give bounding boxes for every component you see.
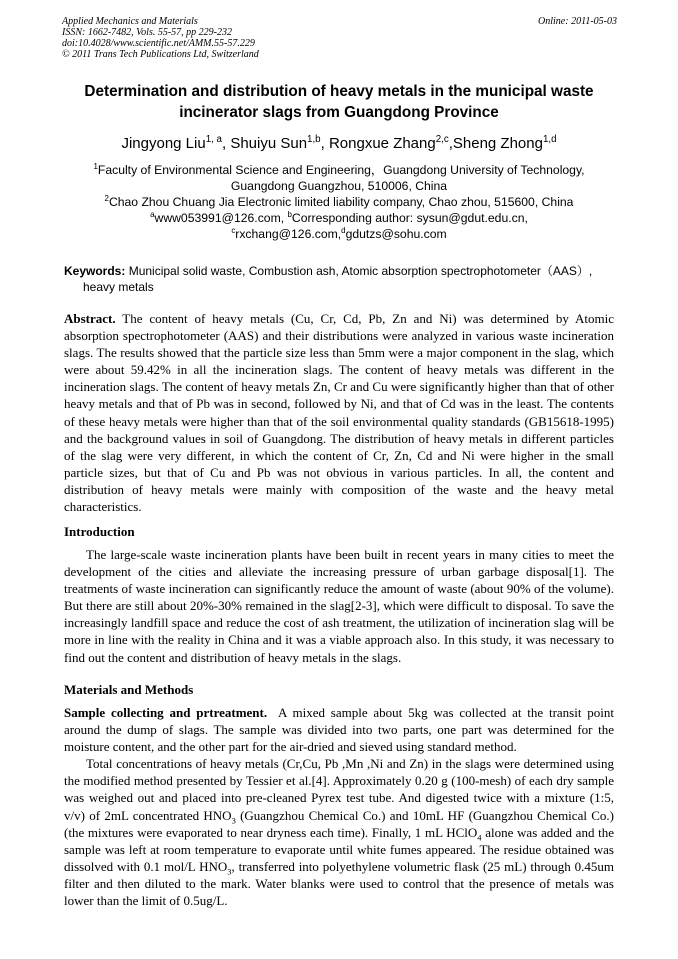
author-sep: , xyxy=(320,135,329,152)
keywords-label: Keywords: xyxy=(64,264,126,278)
emails-line-1 xyxy=(56,210,622,226)
subscript: 3 xyxy=(227,866,232,877)
abstract-text: The content of heavy metals (Cu, Cr, Cd, Pb, Zn and Ni) was determined by Atomic absorption spectrophotometer (AAS) and their distributions were analyzed in various waste incineration slags. The results showed that the particle size less than 5mm were a major component in the slag, which were about 59.42% in all the incineration slags. The content of heavy metals was different in the incineration slags. The content of heavy metals Zn, Cr and Cu were significantly higher than that of other heavy metals and that of Pb was in second, followed by Ni, and that of Cd was in the least. The contents of these heavy metals were higher than that of the soil environmental quality standards (GB15618-1995) and the background values in soil of Guangdong. The distribution of heavy metals in different particles of the slag were very different, in which the content of Cr, Zn, Cd and Ni were higher in the small particle sizes, but that of Cu and Pb was not obvious in various particles. In all, the content and distribution of heavy metals were mainly with composition of the waste and the heavy metal characteristics. xyxy=(64,311,614,515)
affiliation-1 xyxy=(56,162,622,178)
email-sup: b xyxy=(287,209,292,219)
affiliation-text: Chao Zhou Chuang Jia Electronic limited liability company, Chao zhou, 515600, China xyxy=(108,195,574,209)
methods-paragraph-2 xyxy=(64,755,614,909)
email-link[interactable]: gdutzs@sohu.com xyxy=(345,227,447,241)
subscript: 4 xyxy=(477,832,482,843)
author-sup: 2,c xyxy=(435,134,449,145)
journal-header xyxy=(62,16,617,60)
author-list xyxy=(56,134,622,154)
author-name: Shuiyu Sun xyxy=(230,135,308,152)
email-sup: c xyxy=(231,225,236,235)
author-sep: , xyxy=(221,135,231,152)
journal-name: Applied Mechanics and Materials xyxy=(62,16,198,27)
introduction-text xyxy=(64,546,614,666)
email-sup: a xyxy=(150,209,155,219)
keywords-text-continued: heavy metals xyxy=(83,280,154,294)
doi: doi:10.4028/www.scientific.net/AMM.55-57.229 xyxy=(62,38,255,49)
introduction-paragraph: The large-scale waste incineration plants have been built in recent years in many cities to meet the development of the cities and alleviate the increasing pressure of urban garbage disposal[1]. The treatments of waste incineration can significantly reduce the amount of waste (about 90% of the volume). But there are still about 20%-30% remained in the slag[2-3], which were difficult to disposal. To save the increasingly landfill space and reduce the cost of ash treatment, the utilization of incineration slag will be more in line with the reality in China and it was a viable approach also. In this study, it was necessary to find out the content and distribution of heavy metals in the slags. xyxy=(64,547,614,665)
paper-title xyxy=(56,81,622,123)
keywords-text: Municipal solid waste, Combustion ash, Atomic absorption spectrophotometer（AAS）, xyxy=(128,264,593,278)
paragraph-text: (Guangzhou Chemical Co.) and 10mL HF (Guangzhou Chemical Co.) (the mixtures were evaporated to near dryness each time). Finally, 1 mL HClO xyxy=(64,807,614,840)
affiliation-2 xyxy=(56,194,622,210)
author-sup: 1,d xyxy=(542,134,557,145)
email-link[interactable]: rxchang@126.com, xyxy=(235,227,342,241)
affiliation-1-address: Guangdong Guangzhou, 510006, China xyxy=(230,179,448,193)
author-name: Sheng Zhong xyxy=(452,135,543,152)
paragraph-text: A mixed sample about 5kg was collected at the transit point around the dump of slags. The sample was divided into two parts, one part was determined for the moisture content, and the other part for the air-dried and sieved using standard method. xyxy=(64,705,614,755)
affiliation-sup: 1 xyxy=(93,161,98,171)
email-link[interactable]: www053991@126.com, xyxy=(154,211,288,225)
paragraph-text: , transferred into polyethylene volumetric flask (25 mL) through 0.45um filter and then diluted to the mark. Water blanks were used to control that the presence of metals was lower than the limit of 0.5ug/L. xyxy=(64,858,614,909)
online-date: Online: 2011-05-03 xyxy=(538,16,617,27)
affiliation-sup: 2 xyxy=(104,193,109,203)
methods-text xyxy=(64,704,614,909)
paragraph-text: alone was added and the sample was left at room temperature to evaporate until white fumes appeared. The residue obtained was dissolved with 0.1 mol/L HNO xyxy=(64,824,615,874)
email-link[interactable]: Corresponding author: sysun@gdut.edu.cn, xyxy=(291,211,528,225)
author-name: Rongxue Zhang xyxy=(328,135,436,152)
affiliation-text: Faculty of Environmental Science and Engineering，Guangdong University of Technology, xyxy=(97,163,585,177)
title-line-2: incinerator slags from Guangdong Province xyxy=(179,104,499,121)
subsection-label: Sample collecting and prtreatment. xyxy=(64,705,268,720)
section-heading-introduction: Introduction xyxy=(64,524,135,539)
copyright: © 2011 Trans Tech Publications Ltd, Switzerland xyxy=(62,49,259,60)
section-heading-methods: Materials and Methods xyxy=(64,682,194,697)
emails-line-2 xyxy=(56,226,622,242)
abstract xyxy=(64,310,614,515)
abstract-label: Abstract. xyxy=(64,311,116,326)
author-sup: 1, a xyxy=(205,134,222,145)
keywords xyxy=(64,263,620,295)
issn: ISSN: 1662-7482, Vols. 55-57, pp 229-232 xyxy=(62,27,232,38)
author-name: Jingyong Liu xyxy=(121,135,206,152)
subscript: 3 xyxy=(231,815,236,826)
email-sup: d xyxy=(341,225,346,235)
methods-paragraph-1 xyxy=(64,704,614,755)
paragraph-text: Total concentrations of heavy metals (Cr,Cu, Pb ,Mn ,Ni and Zn) in the slags were determined using the modified method presented by Tessier et al.[4]. Approximately 0.20 g (100-mesh) of each dry sample was weighed out and placed into pre-cleaned Pyrex test tube. And digested twice with a mixture (1:5, v/v) of 2mL concentrated HNO xyxy=(64,756,614,823)
affiliations xyxy=(56,162,622,242)
author-sup: 1,b xyxy=(307,134,321,145)
author-sep: , xyxy=(448,135,453,152)
title-line-1: Determination and distribution of heavy metals in the municipal waste xyxy=(84,83,594,100)
